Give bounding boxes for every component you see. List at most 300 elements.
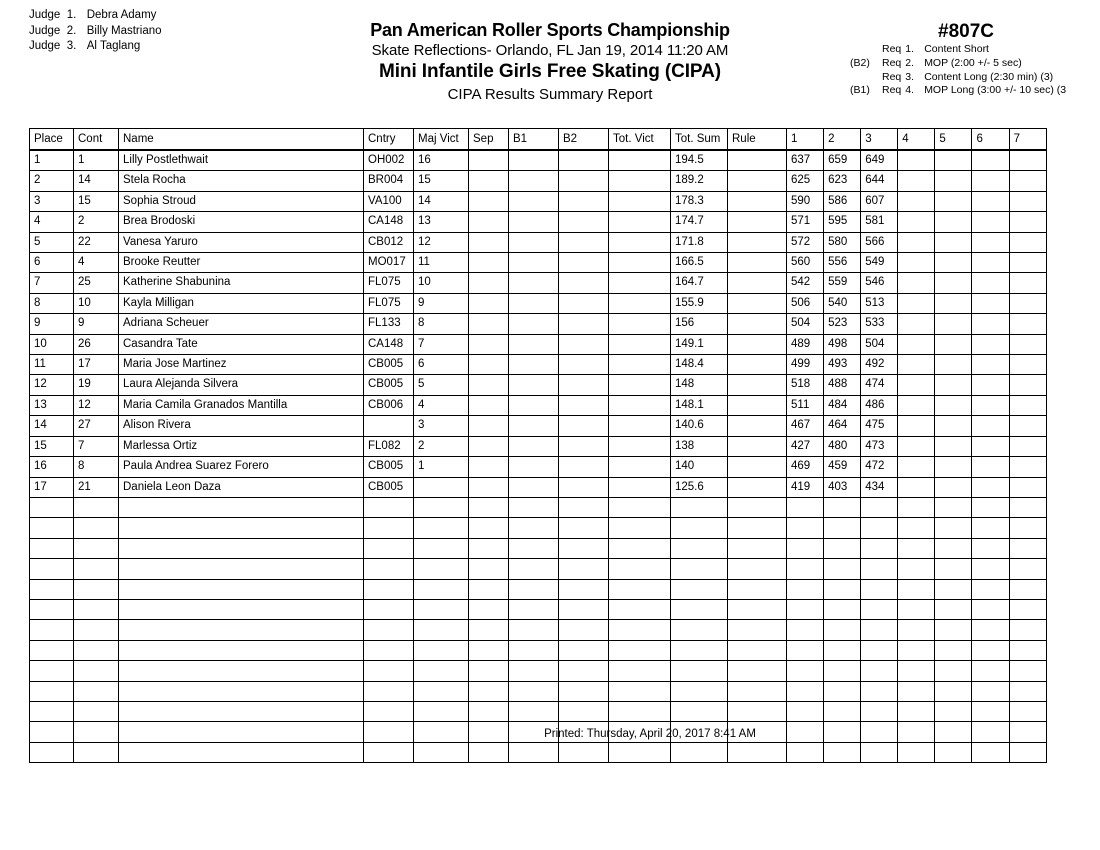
cell-judge-5: [935, 436, 972, 456]
cell-judge-3: 434: [861, 477, 898, 497]
cell-empty: [414, 620, 469, 640]
cell-empty: [898, 599, 935, 619]
cell-judge-6: [972, 232, 1009, 252]
cell-cont: 9: [74, 314, 119, 334]
cell-empty: [559, 497, 609, 517]
cell-judge-6: [972, 253, 1009, 273]
cell-empty: [609, 640, 671, 660]
cell-tot-sum: 174.7: [671, 212, 728, 232]
cell-maj-vict: 10: [414, 273, 469, 293]
cell-empty: [469, 620, 509, 640]
cell-judge-7: [1009, 273, 1046, 293]
cell-b2: [559, 436, 609, 456]
cell-judge-3: 475: [861, 416, 898, 436]
cell-judge-7: [1009, 457, 1046, 477]
cell-rule: [728, 273, 787, 293]
cell-empty: [671, 497, 728, 517]
cell-empty: [364, 538, 414, 558]
cell-rule: [728, 314, 787, 334]
cell-empty: [74, 518, 119, 538]
cell-judge-5: [935, 334, 972, 354]
cell-judge-7: [1009, 395, 1046, 415]
table-row-empty: [30, 681, 1047, 701]
cell-name: Marlessa Ortiz: [119, 436, 364, 456]
cell-empty: [898, 497, 935, 517]
cell-name: Paula Andrea Suarez Forero: [119, 457, 364, 477]
cell-place: 12: [30, 375, 74, 395]
cell-empty: [414, 640, 469, 660]
cell-sep: [469, 477, 509, 497]
cell-place: 13: [30, 395, 74, 415]
cell-tot-sum: 148.1: [671, 395, 728, 415]
championship-title: Pan American Roller Sports Championship: [370, 20, 730, 40]
cell-empty: [861, 701, 898, 721]
cell-sep: [469, 314, 509, 334]
table-row: [30, 395, 1047, 415]
cell-judge-4: [898, 253, 935, 273]
cell-empty: [787, 701, 824, 721]
cell-empty: [559, 538, 609, 558]
cell-judge-3: 566: [861, 232, 898, 252]
cell-place: 2: [30, 171, 74, 191]
cell-b2: [559, 293, 609, 313]
cell-empty: [972, 620, 1009, 640]
cell-b2: [559, 395, 609, 415]
cell-empty: [671, 559, 728, 579]
requirement-text: Content Short: [924, 43, 989, 55]
cell-cont: 7: [74, 436, 119, 456]
cell-empty: [364, 497, 414, 517]
cell-judge-3: 513: [861, 293, 898, 313]
cell-judge-3: 649: [861, 150, 898, 171]
cell-judge-6: [972, 355, 1009, 375]
cell-cntry: FL133: [364, 314, 414, 334]
cell-judge-5: [935, 314, 972, 334]
cell-judge-4: [898, 293, 935, 313]
col-header-judge-7: 7: [1009, 129, 1046, 151]
cell-empty: [609, 661, 671, 681]
cell-empty: [728, 620, 787, 640]
cell-empty: [119, 497, 364, 517]
col-header-cntry: Cntry: [364, 129, 414, 151]
cell-empty: [74, 620, 119, 640]
cell-empty: [898, 661, 935, 681]
cell-b1: [509, 314, 559, 334]
cell-rule: [728, 477, 787, 497]
cell-judge-1: 571: [787, 212, 824, 232]
col-header-place: Place: [30, 129, 74, 151]
requirement-text: MOP Long (3:00 +/- 10 sec) (3: [924, 84, 1067, 97]
cell-rule: [728, 191, 787, 211]
col-header-judge-3: 3: [861, 129, 898, 151]
cell-empty: [1009, 579, 1046, 599]
cell-judge-5: [935, 293, 972, 313]
cell-judge-5: [935, 253, 972, 273]
cell-judge-7: [1009, 416, 1046, 436]
col-header-b2: B2: [559, 129, 609, 151]
cell-empty: [1009, 538, 1046, 558]
cell-maj-vict: 12: [414, 232, 469, 252]
cell-empty: [861, 559, 898, 579]
cell-tot-vict: [609, 191, 671, 211]
judge-label: Judge: [29, 9, 61, 21]
cell-tot-vict: [609, 375, 671, 395]
cell-judge-7: [1009, 375, 1046, 395]
cell-sep: [469, 191, 509, 211]
col-header-judge-1: 1: [787, 129, 824, 151]
cell-empty: [935, 497, 972, 517]
cell-cntry: CB005: [364, 477, 414, 497]
cell-empty: [728, 559, 787, 579]
cell-judge-1: 625: [787, 171, 824, 191]
cell-empty: [898, 742, 935, 762]
cell-empty: [119, 518, 364, 538]
cell-empty: [559, 579, 609, 599]
cell-rule: [728, 212, 787, 232]
cell-b2: [559, 416, 609, 436]
cell-empty: [824, 518, 861, 538]
cell-empty: [364, 701, 414, 721]
cell-empty: [30, 599, 74, 619]
cell-empty: [119, 538, 364, 558]
cell-empty: [469, 599, 509, 619]
cell-judge-3: 607: [861, 191, 898, 211]
cell-empty: [671, 579, 728, 599]
judge-label: Judge: [29, 40, 61, 52]
cell-maj-vict: 6: [414, 355, 469, 375]
cell-place: 14: [30, 416, 74, 436]
cell-empty: [364, 640, 414, 660]
cell-maj-vict: 4: [414, 395, 469, 415]
cell-rule: [728, 355, 787, 375]
cell-b2: [559, 477, 609, 497]
cell-empty: [861, 518, 898, 538]
table-row: [30, 273, 1047, 293]
judge-name: Al Taglang: [86, 40, 141, 52]
cell-tot-vict: [609, 457, 671, 477]
judge-number: 2.: [66, 24, 77, 37]
cell-empty: [559, 640, 609, 660]
cell-empty: [972, 661, 1009, 681]
cell-judge-4: [898, 212, 935, 232]
cell-tot-sum: 166.5: [671, 253, 728, 273]
table-row-empty: [30, 518, 1047, 538]
judge-row: [29, 8, 162, 24]
cell-judge-1: 467: [787, 416, 824, 436]
cell-empty: [935, 559, 972, 579]
cell-empty: [509, 559, 559, 579]
cell-empty: [935, 701, 972, 721]
cell-empty: [898, 620, 935, 640]
cell-judge-7: [1009, 191, 1046, 211]
judge-name: Billy Mastriano: [86, 24, 162, 37]
cell-empty: [364, 518, 414, 538]
judge-number: 1.: [66, 9, 77, 21]
event-title: Mini Infantile Girls Free Skating (CIPA): [379, 61, 721, 82]
cell-empty: [972, 681, 1009, 701]
cell-judge-5: [935, 375, 972, 395]
table-row-empty: [30, 579, 1047, 599]
cell-judge-2: 464: [824, 416, 861, 436]
cell-tot-vict: [609, 334, 671, 354]
cell-cntry: FL075: [364, 293, 414, 313]
cell-judge-5: [935, 457, 972, 477]
cell-empty: [30, 620, 74, 640]
cell-maj-vict: [414, 477, 469, 497]
cell-empty: [414, 701, 469, 721]
cell-empty: [898, 518, 935, 538]
table-row-empty: [30, 620, 1047, 640]
cell-empty: [30, 742, 74, 762]
results-table-body: [30, 150, 1047, 763]
cell-b1: [509, 355, 559, 375]
cell-judge-4: [898, 334, 935, 354]
cell-empty: [559, 599, 609, 619]
title-block: [240, 20, 860, 105]
results-table: [29, 128, 1047, 763]
cell-empty: [30, 701, 74, 721]
cell-judge-3: 644: [861, 171, 898, 191]
cell-empty: [861, 661, 898, 681]
cell-name: Brooke Reutter: [119, 253, 364, 273]
cell-empty: [861, 497, 898, 517]
cell-empty: [609, 742, 671, 762]
table-header-row: [30, 129, 1047, 151]
requirement-index: 4.: [905, 84, 915, 97]
cell-place: 8: [30, 293, 74, 313]
cell-empty: [861, 599, 898, 619]
cell-judge-4: [898, 150, 935, 171]
cell-empty: [74, 559, 119, 579]
cell-judge-2: 484: [824, 395, 861, 415]
cell-empty: [509, 579, 559, 599]
cell-empty: [364, 661, 414, 681]
col-header-maj-vict: Maj Vict: [414, 129, 469, 151]
cell-maj-vict: 11: [414, 253, 469, 273]
judge-panel: [29, 8, 162, 55]
cell-judge-3: 581: [861, 212, 898, 232]
cell-judge-4: [898, 395, 935, 415]
cell-empty: [30, 497, 74, 517]
cell-cont: 25: [74, 273, 119, 293]
cell-empty: [861, 538, 898, 558]
cell-tot-vict: [609, 150, 671, 171]
col-header-cont: Cont: [74, 129, 119, 151]
cell-tot-sum: 125.6: [671, 477, 728, 497]
cell-judge-1: 511: [787, 395, 824, 415]
cell-tot-sum: 171.8: [671, 232, 728, 252]
cell-tot-sum: 148.4: [671, 355, 728, 375]
cell-place: 7: [30, 273, 74, 293]
requirement-index: 2.: [905, 56, 915, 69]
cell-empty: [414, 661, 469, 681]
requirement-text: Content Long (2:30 min) (3): [924, 70, 1054, 83]
cell-place: 10: [30, 334, 74, 354]
cell-sep: [469, 436, 509, 456]
cell-empty: [609, 701, 671, 721]
cell-empty: [972, 497, 1009, 517]
cell-judge-2: 540: [824, 293, 861, 313]
cell-name: Katherine Shabunina: [119, 273, 364, 293]
cell-empty: [728, 742, 787, 762]
cell-cont: 27: [74, 416, 119, 436]
cell-b2: [559, 171, 609, 191]
cell-sep: [469, 375, 509, 395]
cell-sep: [469, 253, 509, 273]
cell-cont: 8: [74, 457, 119, 477]
cell-judge-1: 499: [787, 355, 824, 375]
cell-empty: [728, 661, 787, 681]
results-table-head: [30, 129, 1047, 151]
cell-empty: [824, 640, 861, 660]
col-header-judge-6: 6: [972, 129, 1009, 151]
cell-judge-7: [1009, 253, 1046, 273]
table-row: [30, 191, 1047, 211]
results-table-container: [29, 128, 1046, 763]
table-row-empty: [30, 701, 1047, 721]
cell-empty: [935, 620, 972, 640]
col-header-judge-2: 2: [824, 129, 861, 151]
cell-judge-1: 572: [787, 232, 824, 252]
cell-empty: [414, 681, 469, 701]
cell-cntry: CB012: [364, 232, 414, 252]
cell-judge-3: 492: [861, 355, 898, 375]
cell-judge-1: 590: [787, 191, 824, 211]
cell-empty: [861, 640, 898, 660]
cell-sep: [469, 232, 509, 252]
cell-empty: [469, 701, 509, 721]
cell-judge-4: [898, 355, 935, 375]
cell-empty: [824, 620, 861, 640]
cell-empty: [1009, 661, 1046, 681]
cell-empty: [119, 579, 364, 599]
cell-maj-vict: 7: [414, 334, 469, 354]
cell-rule: [728, 232, 787, 252]
cell-empty: [824, 538, 861, 558]
cell-empty: [469, 538, 509, 558]
cell-empty: [609, 681, 671, 701]
col-header-tot-vict: Tot. Vict: [609, 129, 671, 151]
cell-empty: [861, 742, 898, 762]
cell-place: 15: [30, 436, 74, 456]
cell-judge-6: [972, 477, 1009, 497]
cell-judge-5: [935, 232, 972, 252]
cell-b1: [509, 436, 559, 456]
cell-empty: [824, 599, 861, 619]
report-subtitle: CIPA Results Summary Report: [447, 86, 653, 103]
cell-empty: [824, 559, 861, 579]
cell-cont: 2: [74, 212, 119, 232]
cell-place: 4: [30, 212, 74, 232]
cell-maj-vict: 1: [414, 457, 469, 477]
cell-empty: [935, 742, 972, 762]
cell-judge-2: 459: [824, 457, 861, 477]
cell-empty: [787, 497, 824, 517]
cell-cntry: CA148: [364, 334, 414, 354]
cell-place: 6: [30, 253, 74, 273]
cell-b1: [509, 212, 559, 232]
cell-empty: [898, 701, 935, 721]
cell-empty: [509, 661, 559, 681]
cell-sep: [469, 334, 509, 354]
cell-tot-sum: 178.3: [671, 191, 728, 211]
cell-tot-vict: [609, 232, 671, 252]
cell-cont: 22: [74, 232, 119, 252]
cell-judge-1: 542: [787, 273, 824, 293]
cell-empty: [559, 559, 609, 579]
cell-judge-4: [898, 436, 935, 456]
cell-empty: [364, 620, 414, 640]
cell-empty: [728, 518, 787, 538]
requirements-block: [850, 20, 1100, 98]
cell-judge-6: [972, 171, 1009, 191]
cell-empty: [824, 579, 861, 599]
cell-empty: [671, 518, 728, 538]
cell-sep: [469, 273, 509, 293]
col-header-judge-4: 4: [898, 129, 935, 151]
cell-place: 16: [30, 457, 74, 477]
cell-empty: [469, 742, 509, 762]
cell-tot-vict: [609, 293, 671, 313]
cell-empty: [972, 538, 1009, 558]
cell-rule: [728, 457, 787, 477]
cell-empty: [559, 701, 609, 721]
cell-judge-3: 486: [861, 395, 898, 415]
col-header-sep: Sep: [469, 129, 509, 151]
cell-empty: [1009, 559, 1046, 579]
cell-b2: [559, 334, 609, 354]
cell-b2: [559, 212, 609, 232]
cell-empty: [787, 538, 824, 558]
cell-empty: [972, 640, 1009, 660]
cell-b1: [509, 273, 559, 293]
cell-empty: [30, 661, 74, 681]
cell-empty: [509, 497, 559, 517]
cell-name: Maria Camila Granados Mantilla: [119, 395, 364, 415]
cell-judge-5: [935, 395, 972, 415]
cell-cntry: FL075: [364, 273, 414, 293]
cell-name: Brea Brodoski: [119, 212, 364, 232]
cell-empty: [509, 742, 559, 762]
cell-place: 3: [30, 191, 74, 211]
cell-empty: [74, 661, 119, 681]
cell-judge-7: [1009, 150, 1046, 171]
cell-tot-sum: 155.9: [671, 293, 728, 313]
cell-empty: [1009, 518, 1046, 538]
cell-name: Maria Jose Martinez: [119, 355, 364, 375]
table-row-empty: [30, 538, 1047, 558]
cell-empty: [119, 599, 364, 619]
table-row-empty: [30, 742, 1047, 762]
cell-judge-2: 493: [824, 355, 861, 375]
cell-cont: 15: [74, 191, 119, 211]
cell-empty: [935, 538, 972, 558]
cell-empty: [609, 497, 671, 517]
cell-judge-3: 504: [861, 334, 898, 354]
cell-empty: [509, 701, 559, 721]
cell-judge-6: [972, 334, 1009, 354]
cell-judge-7: [1009, 293, 1046, 313]
cell-b2: [559, 375, 609, 395]
cell-empty: [469, 497, 509, 517]
cell-empty: [119, 640, 364, 660]
cell-empty: [74, 538, 119, 558]
requirement-label: Req: [882, 43, 902, 55]
cell-empty: [469, 579, 509, 599]
cell-empty: [728, 640, 787, 660]
cell-cont: 26: [74, 334, 119, 354]
cell-maj-vict: 13: [414, 212, 469, 232]
